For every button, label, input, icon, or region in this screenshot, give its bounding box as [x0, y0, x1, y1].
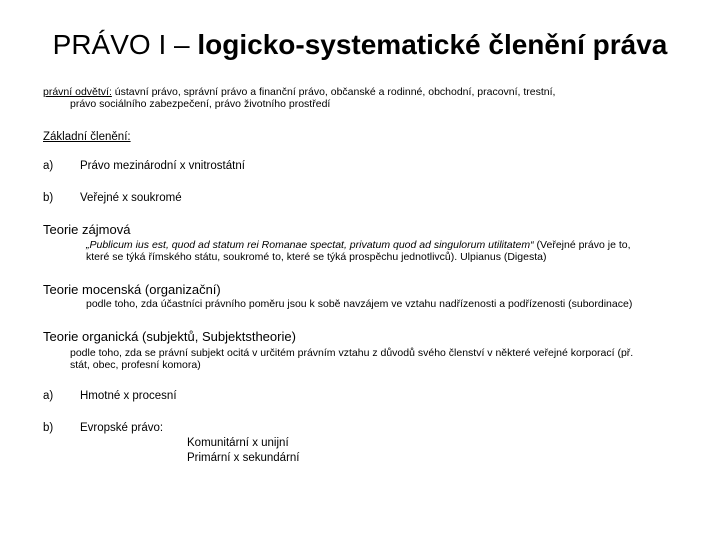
theory-organic-line-1: podle toho, zda se právní subjekt ocitá v určitém právním vztahu z důvodů svého členství v některé veřejné korporací (př. [70, 347, 634, 359]
branches-line-2: právo sociálního zabezpečení, právo životního prostředí [70, 98, 331, 110]
basic-item-b [43, 191, 182, 205]
basic-item-b-text: Veřejné x soukromé [80, 192, 182, 204]
basic-item-a-text: Právo mezinárodní x vnitrostátní [80, 160, 245, 172]
theory-organic-heading: Teorie organická (subjektů, Subjektstheorie) [43, 329, 296, 344]
more-item-b-label: b) [43, 422, 54, 434]
basic-heading: Základní členění: [43, 131, 131, 143]
more-item-a [43, 389, 177, 403]
page-title [0, 28, 720, 62]
theory-interest-heading: Teorie zájmová [43, 222, 131, 237]
branches-label: právní odvětví: [43, 86, 112, 98]
basic-item-a-label: a) [43, 160, 54, 172]
theory-interest-line-1 [86, 239, 631, 251]
eu-law-sub-1: Komunitární x unijní [187, 437, 289, 449]
more-item-b [43, 421, 163, 435]
theory-organic-line-2: stát, obec, profesní komora) [70, 359, 201, 371]
basic-item-a [43, 159, 245, 173]
ulpian-quote: „Publicum ius est, quod ad statum rei Romanae spectat, privatum quod ad singulorum utilitatem“ [86, 239, 534, 251]
title-prefix: PRÁVO I – [52, 29, 190, 60]
title-main: logicko-systematické členění práva [197, 29, 668, 60]
theory-power-line-1: podle toho, zda účastníci právního poměru jsou k sobě navzájem ve vztahu nadřízenosti a podřízenosti (subordinace) [86, 298, 633, 310]
branches-text-1: ústavní právo, správní právo a finanční právo, občanské a rodinné, obchodní, pracovní, trestní, [114, 86, 556, 98]
theory-interest-translation: (Veřejné právo je to, [533, 239, 631, 251]
more-item-b-text: Evropské právo: [80, 422, 164, 434]
basic-item-b-label: b) [43, 192, 54, 204]
theory-power-heading: Teorie mocenská (organizační) [43, 282, 221, 297]
branches-line-1 [43, 86, 555, 98]
eu-law-sub-2: Primární x sekundární [187, 452, 300, 464]
more-item-a-label: a) [43, 390, 54, 402]
more-item-a-text: Hmotné x procesní [80, 390, 177, 402]
theory-interest-line-2: které se týká římského státu, soukromé to, které se týká prospěchu jednotlivců). Ulpianus (Digesta) [86, 251, 547, 263]
